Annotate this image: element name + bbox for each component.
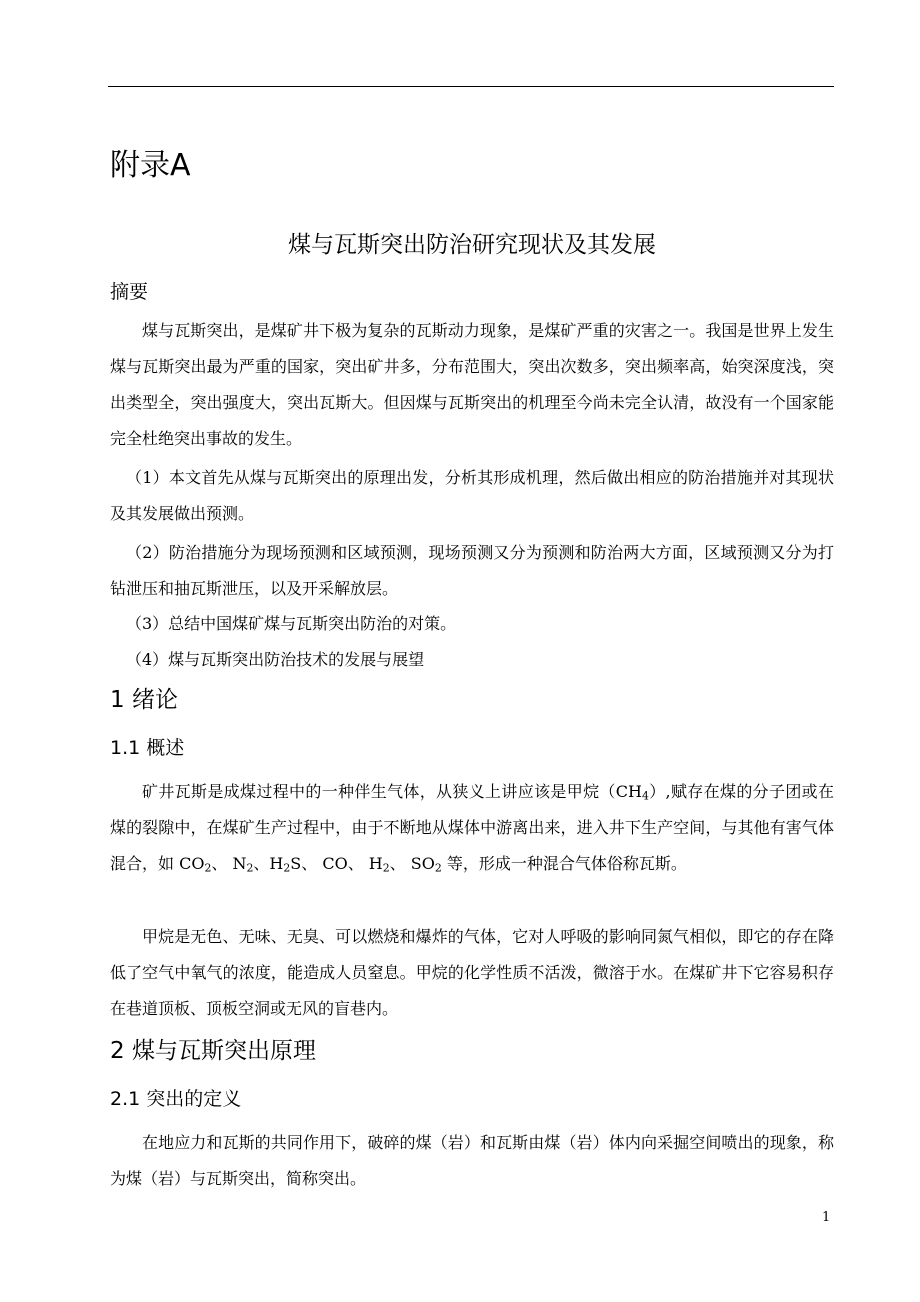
header-rule <box>108 86 834 87</box>
section-2-1-paragraph: 在地应力和瓦斯的共同作用下，破碎的煤（岩）和瓦斯由煤（岩）体内向采掘空间喷出的现象，称为煤（岩）与瓦斯突出，简称突出。 <box>110 1133 834 1188</box>
section-1-heading: 1 绪论 <box>110 687 178 713</box>
abstract-paragraph: 煤与瓦斯突出，是煤矿井下极为复杂的瓦斯动力现象，是煤矿严重的灾害之一。我国是世界上发生煤与瓦斯突出最为严重的国家，突出矿井多，分布范围大，突出次数多，突出频率高，始突深度浅，突出类型全，突出强度大，突出瓦斯大。但因煤与瓦斯突出的机理至今尚未完全认清，故没有一个国家能完全杜绝突出事故的发生。 <box>110 321 834 448</box>
abstract-item-2: （2）防治措施分为现场预测和区域预测，现场预测又分为预测和防治两大方面，区域预测又分为打钻泄压和抽瓦斯泄压，以及开采解放层。 <box>110 543 834 598</box>
abstract-item-3: （3）总结中国煤矿煤与瓦斯突出防治的对策。 <box>126 614 457 633</box>
section-1-1-paragraph-1: 矿井瓦斯是成煤过程中的一种伴生气体，从狭义上讲应该是甲烷$(CH_4)$,赋存在煤的分子团或在煤的裂隙中，在煤矿生产过程中，由于不断地从煤体中游离出来，进入井下生产空间，与其他有害气体混合，如 $CO_2$、 $N_2$、$H_2S$、 CO、 $H_2$、 $SO_2$ 等，形成一种混合气体俗称瓦斯。 <box>110 782 834 875</box>
section-1-1-paragraph-2: 甲烷是无色、无味、无臭、可以燃烧和爆炸的气体，它对人呼吸的影响同氮气相似，即它的存在降低了空气中氧气的浓度，能造成人员窒息。甲烷的化学性质不活泼，微溶于水。在煤矿井下它容易积存在巷道顶板、顶板空洞或无风的盲巷内。 <box>110 927 834 1018</box>
appendix-heading: 附录A <box>110 148 191 183</box>
section-2-heading: 2 煤与瓦斯突出原理 <box>110 1038 316 1064</box>
section-1-1-heading: 1.1 概述 <box>110 737 185 759</box>
section-2-1-heading: 2.1 突出的定义 <box>110 1088 242 1110</box>
abstract-item-1: （1）本文首先从煤与瓦斯突出的原理出发，分析其形成机理，然后做出相应的防治措施并对其现状及其发展做出预测。 <box>110 468 834 523</box>
abstract-item-4: （4）煤与瓦斯突出防治技术的发展与展望 <box>126 650 425 669</box>
abstract-heading: 摘要 <box>110 281 149 303</box>
page-number: 1 <box>822 1210 831 1225</box>
document-title: 煤与瓦斯突出防治研究现状及其发展 <box>288 232 656 258</box>
